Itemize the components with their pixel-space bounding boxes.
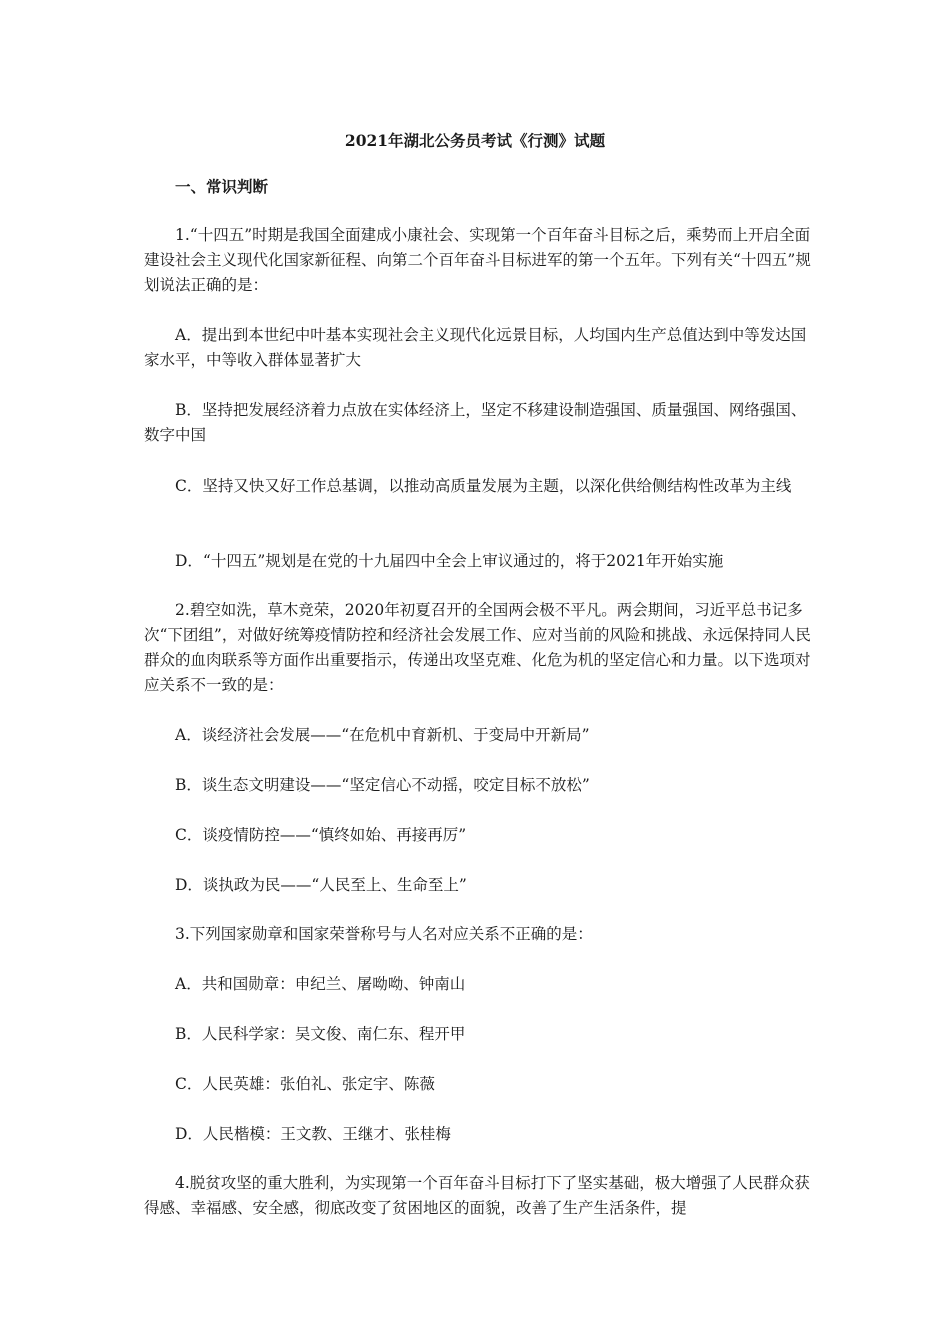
question-1-option-c: C．坚持又快又好工作总基调，以推动高质量发展为主题，以深化供给侧结构性改革为主线 [175,477,792,495]
question-3-option-a: A．共和国勋章：申纪兰、屠呦呦、钟南山 [175,975,466,993]
question-2-option-c: C．谈疫情防控——“慎终如始、再接再厉” [175,826,467,844]
question-3-option-c: C．人民英雄：张伯礼、张定宇、陈薇 [175,1075,435,1093]
page-title: 2021年湖北公务员考试《行测》试题 [344,131,606,150]
question-2-stem: 2.碧空如洗，草木竞荣，2020年初夏召开的全国两会极不平凡。两会期间，习近平总书记多次“下团组”，对做好统筹疫情防控和经济社会发展工作、应对当前的风险和挑战、永远保持同人民群众的血肉联系等方面作出重要指示，传递出攻坚克难、化危为机的坚定信心和力量。以下选项对应关系不一致的是： [144,601,811,694]
question-1-option-b: B．坚持把发展经济着力点放在实体经济上，坚定不移建设制造强国、质量强国、网络强国、数字中国 [144,401,807,444]
question-3-option-b: B．人民科学家：吴文俊、南仁东、程开甲 [175,1025,466,1043]
question-4-stem: 4.脱贫攻坚的重大胜利，为实现第一个百年奋斗目标打下了坚实基础，极大增强了人民群众获得感、幸福感、安全感，彻底改变了贫困地区的面貌，改善了生产生活条件，提 [144,1174,810,1217]
question-2-option-a: A．谈经济社会发展——“在危机中育新机、于变局中开新局” [175,726,590,744]
question-3-option-d: D．人民楷模：王文教、王继才、张桂梅 [175,1125,451,1143]
question-1-option-a: A．提出到本世纪中叶基本实现社会主义现代化远景目标，人均国内生产总值达到中等发达国家水平，中等收入群体显著扩大 [144,326,807,369]
question-3-stem: 3.下列国家勋章和国家荣誉称号与人名对应关系不正确的是： [175,925,593,943]
question-2-option-b: B．谈生态文明建设——“坚定信心不动摇，咬定目标不放松” [175,776,590,794]
question-1-option-d: D．“十四五”规划是在党的十九届四中全会上审议通过的，将于2021年开始实施 [175,552,724,570]
section-heading: 一、常识判断 [175,177,269,196]
question-2-option-d: D．谈执政为民——“人民至上、生命至上” [175,876,467,894]
question-1-stem: 1.“十四五”时期是我国全面建成小康社会、实现第一个百年奋斗目标之后，乘势而上开启全面建设社会主义现代化国家新征程、向第二个百年奋斗目标进军的第一个五年。下列有关“十四五”规划说法正确的是： [144,226,811,294]
